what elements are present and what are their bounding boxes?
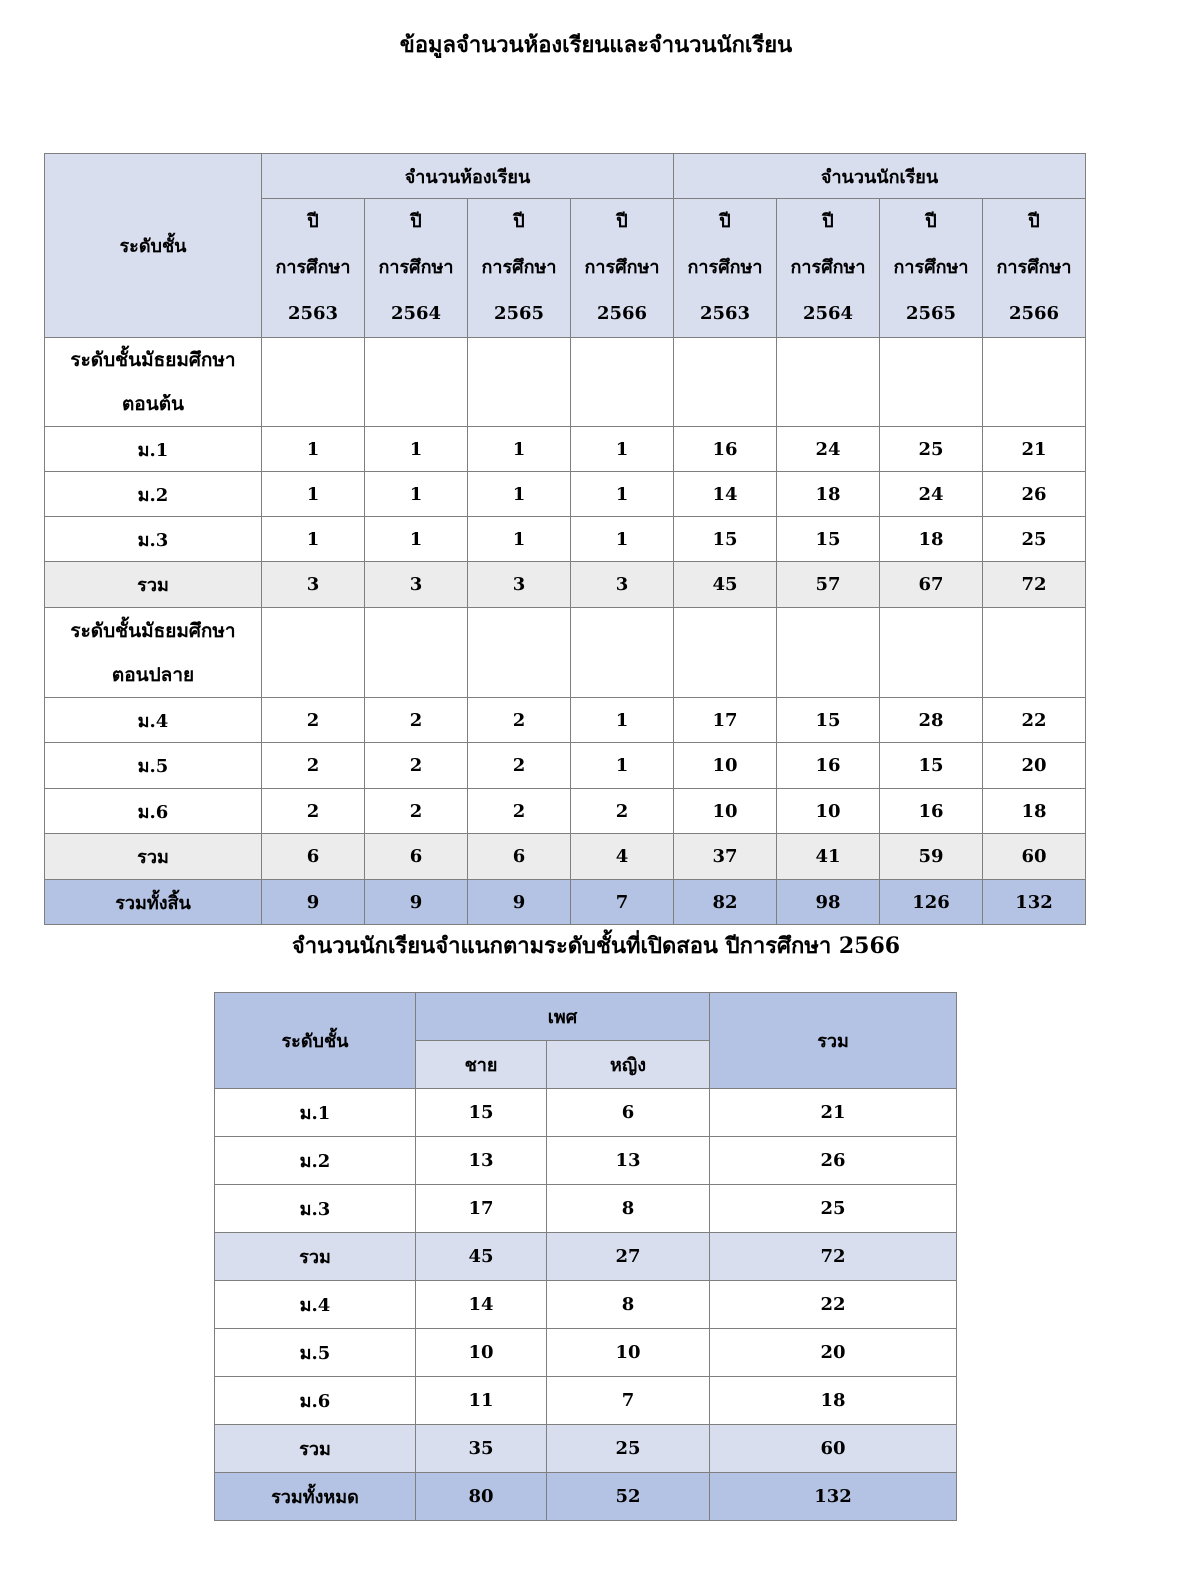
- table-row: [45, 472, 1086, 517]
- table-cell: 26: [983, 472, 1086, 517]
- table-cell: 2: [365, 698, 468, 743]
- row-label: ม.4: [45, 698, 262, 743]
- table-cell: 1: [262, 517, 365, 562]
- table-cell: 9: [468, 880, 571, 925]
- row-label: ม.2: [45, 472, 262, 517]
- table-cell: 21: [983, 427, 1086, 472]
- table-row: [215, 1329, 957, 1377]
- table-cell: 2: [365, 743, 468, 789]
- table-cell: 10: [674, 789, 777, 834]
- header-total: รวม: [710, 993, 957, 1089]
- table-cell: 25: [880, 427, 983, 472]
- table-cell-male: 35: [416, 1425, 547, 1473]
- student-gender-table: [214, 992, 957, 1521]
- table-cell: 1: [468, 517, 571, 562]
- row-label: รวม: [215, 1233, 416, 1281]
- page-title: ข้อมูลจำนวนห้องเรียนและจำนวนนักเรียน: [399, 32, 793, 58]
- table-cell: 3: [365, 562, 468, 608]
- table-cell: 2: [468, 789, 571, 834]
- table-cell-male: 45: [416, 1233, 547, 1281]
- header-level: ระดับชั้น: [215, 993, 416, 1089]
- row-label: รวมทั้งสิ้น: [45, 880, 262, 925]
- table-cell: 1: [262, 472, 365, 517]
- year-header: ปี การศึกษา 2563: [674, 199, 777, 338]
- table-cell: 2: [262, 789, 365, 834]
- table-row: [45, 427, 1086, 472]
- group-row: [45, 608, 1086, 698]
- year-header: ปี การศึกษา 2566: [571, 199, 674, 338]
- table-row: [45, 698, 1086, 743]
- table-cell: 6: [468, 834, 571, 880]
- year-header: ปี การศึกษา 2565: [880, 199, 983, 338]
- row-label: รวม: [215, 1425, 416, 1473]
- table-cell-female: 8: [547, 1185, 710, 1233]
- table-cell: 25: [983, 517, 1086, 562]
- row-label: รวมทั้งหมด: [215, 1473, 416, 1521]
- table-cell: 14: [674, 472, 777, 517]
- table-cell-male: 14: [416, 1281, 547, 1329]
- table-cell-total: 60: [710, 1425, 957, 1473]
- table-cell-total: 26: [710, 1137, 957, 1185]
- table-row: [45, 562, 1086, 608]
- table-cell: 59: [880, 834, 983, 880]
- table-row: [45, 834, 1086, 880]
- table-cell: 2: [571, 789, 674, 834]
- table-cell-total: 20: [710, 1329, 957, 1377]
- table-cell: 1: [571, 698, 674, 743]
- table-cell: 16: [777, 743, 880, 789]
- table-cell: 72: [983, 562, 1086, 608]
- group-row: [45, 338, 1086, 427]
- header-sex: เพศ: [416, 993, 710, 1041]
- table-cell: 18: [777, 472, 880, 517]
- group-label: ระดับชั้นมัธยมศึกษา ตอนต้น: [45, 338, 262, 427]
- table-cell: 45: [674, 562, 777, 608]
- table-cell: 4: [571, 834, 674, 880]
- table-cell: 1: [365, 517, 468, 562]
- row-label: ม.1: [45, 427, 262, 472]
- table-cell: 1: [571, 517, 674, 562]
- table-cell: 1: [365, 427, 468, 472]
- table-cell-female: 27: [547, 1233, 710, 1281]
- table-cell-female: 13: [547, 1137, 710, 1185]
- table-cell: 57: [777, 562, 880, 608]
- table-cell-male: 13: [416, 1137, 547, 1185]
- table-cell-male: 17: [416, 1185, 547, 1233]
- table-cell: 2: [365, 789, 468, 834]
- table-cell: 18: [880, 517, 983, 562]
- table-cell: 67: [880, 562, 983, 608]
- table-row: [215, 1281, 957, 1329]
- table-cell: 132: [983, 880, 1086, 925]
- table-cell: 2: [468, 743, 571, 789]
- table-cell: 2: [468, 698, 571, 743]
- row-label: ม.2: [215, 1137, 416, 1185]
- table-cell-total: 22: [710, 1281, 957, 1329]
- table-cell: 98: [777, 880, 880, 925]
- year-header: ปี การศึกษา 2566: [983, 199, 1086, 338]
- header-male: ชาย: [416, 1041, 547, 1089]
- row-label: ม.3: [45, 517, 262, 562]
- table-cell: 2: [262, 698, 365, 743]
- table-cell: 20: [983, 743, 1086, 789]
- table-cell: 1: [262, 427, 365, 472]
- table-cell: 17: [674, 698, 777, 743]
- table-cell: 24: [777, 427, 880, 472]
- table-cell-male: 15: [416, 1089, 547, 1137]
- table-cell: 2: [262, 743, 365, 789]
- table-row: [45, 517, 1086, 562]
- row-label: ม.5: [45, 743, 262, 789]
- table-cell: 3: [468, 562, 571, 608]
- table-cell-female: 52: [547, 1473, 710, 1521]
- table-cell-female: 25: [547, 1425, 710, 1473]
- table-cell: 6: [365, 834, 468, 880]
- table-cell: 10: [674, 743, 777, 789]
- table-row: [215, 1089, 957, 1137]
- table-cell: 28: [880, 698, 983, 743]
- row-label: ม.5: [215, 1329, 416, 1377]
- table-cell: 7: [571, 880, 674, 925]
- table-cell: 126: [880, 880, 983, 925]
- section-subtitle: จำนวนนักเรียนจำแนกตามระดับชั้นที่เปิดสอน ปีการศึกษา 2566: [291, 933, 901, 959]
- table-cell-male: 80: [416, 1473, 547, 1521]
- table-row: [45, 743, 1086, 789]
- year-header: ปี การศึกษา 2564: [365, 199, 468, 338]
- table-row: [215, 1137, 957, 1185]
- table-cell: 16: [880, 789, 983, 834]
- table-cell: 1: [571, 743, 674, 789]
- table-cell: 3: [571, 562, 674, 608]
- table-cell: 6: [262, 834, 365, 880]
- table2-body: [215, 1089, 957, 1521]
- group-label: ระดับชั้นมัธยมศึกษา ตอนปลาย: [45, 608, 262, 698]
- table-cell-total: 18: [710, 1377, 957, 1425]
- row-label: รวม: [45, 562, 262, 608]
- table-row: [45, 880, 1086, 925]
- table-cell: 37: [674, 834, 777, 880]
- table1-body-lower: [45, 427, 1086, 608]
- table-cell: 1: [571, 472, 674, 517]
- table-cell-female: 8: [547, 1281, 710, 1329]
- header-students: จำนวนนักเรียน: [674, 154, 1086, 199]
- table-row: [45, 789, 1086, 834]
- table-cell-total: 72: [710, 1233, 957, 1281]
- table-cell: 3: [262, 562, 365, 608]
- row-label: ม.1: [215, 1089, 416, 1137]
- table-cell: 1: [468, 472, 571, 517]
- table-row: [215, 1425, 957, 1473]
- table-cell: 15: [777, 517, 880, 562]
- table-cell: 41: [777, 834, 880, 880]
- table-cell-female: 10: [547, 1329, 710, 1377]
- table-cell-female: 6: [547, 1089, 710, 1137]
- header-female: หญิง: [547, 1041, 710, 1089]
- year-header: ปี การศึกษา 2563: [262, 199, 365, 338]
- table-cell: 9: [262, 880, 365, 925]
- table-cell-male: 10: [416, 1329, 547, 1377]
- header-rooms: จำนวนห้องเรียน: [262, 154, 674, 199]
- classroom-student-table: [44, 153, 1086, 925]
- header-level: ระดับชั้น: [45, 154, 262, 338]
- table-cell: 22: [983, 698, 1086, 743]
- table-row: [215, 1473, 957, 1521]
- table-cell: 15: [777, 698, 880, 743]
- row-label: ม.6: [215, 1377, 416, 1425]
- row-label: รวม: [45, 834, 262, 880]
- table-cell-total: 132: [710, 1473, 957, 1521]
- table-cell: 1: [468, 427, 571, 472]
- table-row: [215, 1377, 957, 1425]
- row-label: ม.4: [215, 1281, 416, 1329]
- table-cell: 16: [674, 427, 777, 472]
- row-label: ม.6: [45, 789, 262, 834]
- table-cell: 10: [777, 789, 880, 834]
- table1-body-upper: [45, 608, 1086, 925]
- table-row: [215, 1233, 957, 1281]
- row-label: ม.3: [215, 1185, 416, 1233]
- table-cell: 82: [674, 880, 777, 925]
- table-cell: 60: [983, 834, 1086, 880]
- table-cell: 9: [365, 880, 468, 925]
- table-cell-female: 7: [547, 1377, 710, 1425]
- table-cell: 24: [880, 472, 983, 517]
- table-cell: 1: [365, 472, 468, 517]
- table-row: [215, 1185, 957, 1233]
- year-header: ปี การศึกษา 2565: [468, 199, 571, 338]
- table-cell: 15: [674, 517, 777, 562]
- table-cell-total: 21: [710, 1089, 957, 1137]
- table-cell: 18: [983, 789, 1086, 834]
- year-header: ปี การศึกษา 2564: [777, 199, 880, 338]
- table-cell-total: 25: [710, 1185, 957, 1233]
- table-cell: 15: [880, 743, 983, 789]
- table-cell-male: 11: [416, 1377, 547, 1425]
- table-cell: 1: [571, 427, 674, 472]
